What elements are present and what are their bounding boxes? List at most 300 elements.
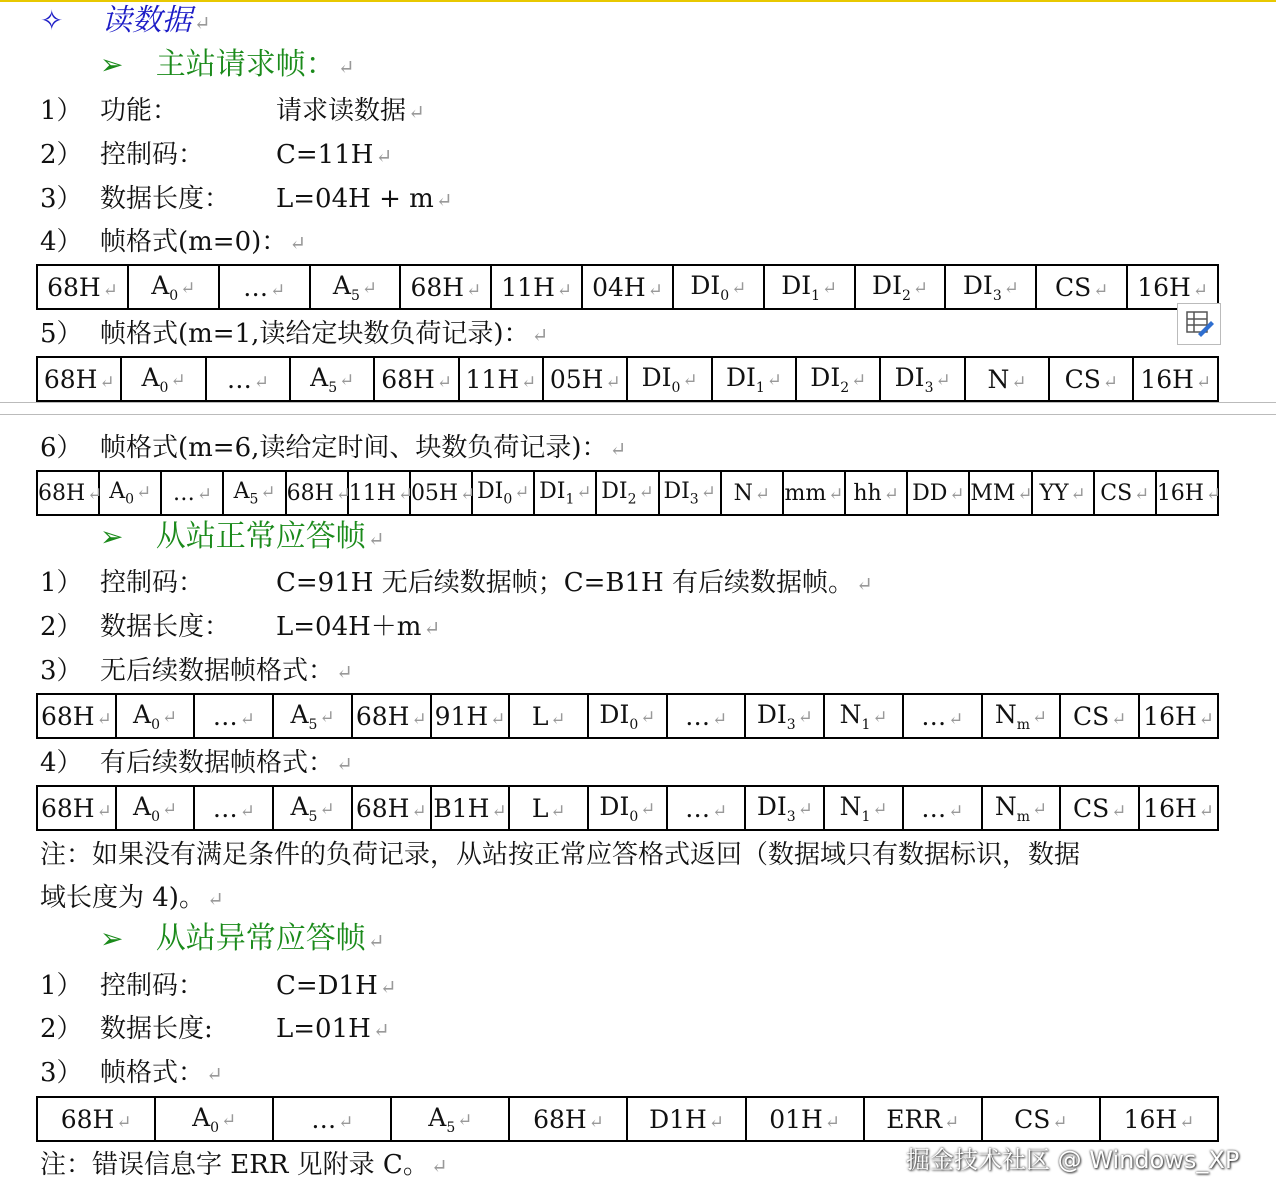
frame-cell-subscript: 5: [308, 808, 318, 825]
frame-cell-subscript: m: [1016, 808, 1031, 825]
item-label: 控制码：: [100, 568, 205, 598]
frame-cell-subscript: 0: [151, 716, 161, 733]
frame-cell-subscript: 0: [671, 379, 681, 396]
frame-cell-text: A: [192, 1102, 211, 1132]
frame-cell: [121, 357, 205, 401]
frame-cell-text: ERR: [886, 1104, 943, 1134]
return-mark-icon: ↵: [206, 1062, 223, 1086]
return-mark-icon: ↵: [1198, 800, 1214, 822]
return-mark-icon: ↵: [1179, 1111, 1195, 1133]
item-number: 2）: [40, 140, 83, 170]
arrow-bullet-icon: ➢: [100, 520, 124, 553]
frame-cell: [764, 265, 855, 309]
return-mark-icon: ↵: [872, 706, 888, 728]
frame-cell-subscript: 0: [169, 287, 179, 304]
frame-cell-text: 68H: [355, 793, 410, 823]
return-mark-icon: ↵: [491, 800, 507, 822]
item-label: 数据长度:: [100, 1014, 213, 1044]
frame-cell-subscript: 0: [720, 287, 730, 304]
return-mark-icon: ↵: [367, 527, 385, 551]
frame-cell-text: 16H: [1123, 1104, 1178, 1134]
frame-cell: [219, 265, 310, 309]
frame-cell-text: N: [733, 480, 753, 506]
frame-cell-text: 68H: [43, 364, 98, 394]
return-mark-icon: ↵: [883, 483, 899, 505]
frame-cell-text: …: [212, 793, 238, 823]
item-label: 控制码：: [100, 971, 205, 1001]
frame-cell: [1100, 1097, 1218, 1141]
item-number: 3）: [40, 184, 83, 214]
return-mark-icon: ↵: [319, 706, 335, 728]
frame-cell-subscript: 3: [992, 287, 1002, 304]
frame-cell: [745, 694, 824, 738]
frame-cell: [982, 786, 1061, 830]
frame-cell: [855, 265, 946, 309]
frame-cell: [128, 265, 219, 309]
return-mark-icon: ↵: [436, 371, 452, 393]
frame-cell-subscript: 3: [786, 808, 796, 825]
return-mark-icon: ↵: [1192, 279, 1208, 301]
item-number: 1）: [40, 568, 83, 598]
return-mark-icon: ↵: [638, 481, 654, 503]
item-value: C=D1H: [276, 971, 378, 1001]
frame-cell-text: 16H: [1137, 272, 1191, 302]
return-mark-icon: ↵: [609, 437, 627, 461]
frame-cell-text: N: [994, 791, 1017, 821]
frame-cell-text: N: [839, 699, 862, 729]
item-number: 4）: [40, 227, 83, 257]
return-mark-icon: ↵: [423, 616, 441, 640]
return-mark-icon: ↵: [102, 279, 118, 301]
return-mark-icon: ↵: [935, 369, 951, 391]
frame-cell: [374, 357, 458, 401]
frame-cell-text: A: [233, 478, 250, 504]
frame-cell-text: DI: [641, 362, 672, 392]
frame-cell: [509, 1097, 627, 1141]
frame-table-no-more: [36, 693, 1219, 739]
item-number: 3）: [40, 656, 83, 686]
return-mark-icon: ↵: [397, 483, 414, 505]
frame-cell: [431, 786, 510, 830]
frame-cell: [161, 471, 223, 515]
frame-cell-text: A: [151, 270, 170, 300]
frame-cell-text: 16H: [1143, 793, 1197, 823]
frame-cell-text: A: [310, 362, 329, 392]
return-mark-icon: ↵: [1011, 371, 1027, 393]
frame-cell: [543, 357, 627, 401]
frame-cell: [588, 786, 667, 830]
return-mark-icon: ↵: [521, 371, 537, 393]
frame-cell: [673, 265, 764, 309]
section-master: [100, 48, 355, 84]
top-border: [0, 0, 1276, 2]
return-mark-icon: ↵: [1070, 483, 1086, 505]
frame-cell: [907, 471, 969, 515]
frame-cell: [945, 265, 1036, 309]
return-mark-icon: ↵: [1206, 483, 1222, 505]
frame-cell-text: DI: [663, 478, 690, 504]
note-2: [40, 1148, 448, 1183]
frame-cell: [348, 471, 414, 515]
frame-cell: [431, 694, 510, 738]
frame-cell: [352, 786, 431, 830]
return-mark-icon: ↵: [253, 371, 269, 393]
return-mark-icon: ↵: [682, 369, 698, 391]
frame-cell: [273, 1097, 391, 1141]
return-mark-icon: ↵: [576, 481, 592, 503]
frame-table-m0: [36, 264, 1219, 310]
return-mark-icon: ↵: [460, 483, 476, 505]
return-mark-icon: ↵: [1052, 1111, 1068, 1133]
frame-cell-text: 68H: [533, 1104, 587, 1134]
frame-cell-subscript: 2: [901, 287, 911, 304]
frame-cell-text: 68H: [60, 1104, 115, 1134]
return-mark-icon: ↵: [1003, 277, 1019, 299]
return-mark-icon: ↵: [289, 231, 307, 255]
return-mark-icon: ↵: [180, 277, 196, 299]
frame-cell-text: DI: [756, 791, 787, 821]
section-title-master: 主站请求帧：: [155, 47, 336, 82]
frame-cell-text: CS: [1100, 480, 1133, 506]
section-normal: [100, 520, 385, 556]
frame-cell-text: DI: [810, 362, 841, 392]
frame-cell-text: 16H: [1140, 364, 1194, 394]
return-mark-icon: ↵: [550, 708, 566, 730]
frame-cell-text: 11H: [348, 480, 396, 506]
frame-cell-text: …: [172, 480, 195, 506]
return-mark-icon: ↵: [948, 708, 964, 730]
return-mark-icon: ↵: [375, 144, 393, 168]
frame-cell: [391, 1097, 509, 1141]
return-mark-icon: ↵: [640, 706, 656, 728]
frame-table-error: [36, 1096, 1219, 1142]
frame-cell: [273, 786, 352, 830]
frame-cell-text: DI: [690, 270, 721, 300]
frame-cell: [721, 471, 783, 515]
frame-cell: [37, 694, 116, 738]
frame-cell: [400, 265, 491, 309]
frame-cell-subscript: 0: [151, 808, 161, 825]
frame-cell-text: CS: [1014, 1104, 1051, 1134]
frame-cell: [1032, 471, 1094, 515]
return-mark-icon: ↵: [206, 887, 224, 911]
return-mark-icon: ↵: [457, 1109, 473, 1131]
return-mark-icon: ↵: [640, 798, 656, 820]
frame-cell-text: CS: [1055, 272, 1092, 302]
frame-cell-text: B1H: [433, 793, 490, 823]
frame-cell-text: DI: [781, 270, 812, 300]
return-mark-icon: ↵: [239, 708, 255, 730]
return-mark-icon: ↵: [1017, 483, 1033, 505]
frame-cell-text: 16H: [1143, 701, 1197, 731]
return-mark-icon: ↵: [338, 1111, 354, 1133]
item-label: 帧格式(m=0)：: [100, 227, 288, 257]
frame-cell: [534, 471, 596, 515]
frame-cell-subscript: m: [1016, 716, 1031, 733]
frame-cell-subscript: 3: [786, 716, 796, 733]
return-mark-icon: ↵: [239, 800, 255, 822]
frame-cell: [627, 1097, 745, 1141]
return-mark-icon: ↵: [712, 708, 728, 730]
frame-cell-subscript: 5: [308, 716, 318, 733]
return-mark-icon: ↵: [944, 1111, 960, 1133]
table-layout-options-icon[interactable]: [1177, 303, 1221, 345]
return-mark-icon: ↵: [162, 706, 178, 728]
frame-cell-text: L: [531, 793, 549, 823]
return-mark-icon: ↵: [712, 800, 728, 822]
frame-cell-text: 01H: [769, 1104, 823, 1134]
item-label: 帧格式：: [100, 1058, 205, 1088]
frame-cell: [588, 694, 667, 738]
frame-cell-subscript: 0: [210, 1119, 220, 1136]
frame-cell: [824, 786, 903, 830]
frame-cell-text: 11H: [465, 364, 520, 394]
frame-cell: [1156, 471, 1222, 515]
frame-cell: [37, 471, 103, 515]
frame-cell: [969, 471, 1031, 515]
frame-cell-text: CS: [1073, 701, 1110, 731]
frame-cell-subscript: 0: [629, 808, 639, 825]
frame-cell: [1060, 786, 1139, 830]
return-mark-icon: ↵: [1111, 708, 1127, 730]
item-number: 6）: [40, 433, 83, 463]
return-mark-icon: ↵: [319, 798, 335, 820]
return-mark-icon: ↵: [700, 481, 716, 503]
frame-cell: [223, 471, 285, 515]
note-1-line-1: 注：如果没有满足条件的负荷记录，从站按正常应答格式返回（数据域只有数据标识，数据: [40, 840, 1081, 870]
frame-cell-subscript: 5: [328, 379, 338, 396]
frame-cell: [352, 694, 431, 738]
frame-cell: [37, 1097, 155, 1141]
return-mark-icon: ↵: [912, 277, 928, 299]
item-label: 帧格式(m=1,读给定块数负荷记录)：: [100, 319, 530, 349]
frame-cell-text: 05H: [410, 480, 459, 506]
frame-cell-text: hh: [853, 480, 882, 506]
frame-cell-text: 16H: [1156, 480, 1204, 506]
frame-table-with-more: [36, 785, 1219, 831]
return-mark-icon: ↵: [754, 483, 770, 505]
return-mark-icon: ↵: [1032, 798, 1048, 820]
frame-cell-text: 11H: [501, 272, 555, 302]
frame-cell-text: 68H: [38, 480, 86, 506]
item-number: 1）: [40, 971, 83, 1001]
return-mark-icon: ↵: [531, 323, 549, 347]
note-text: 注：错误信息字 ERR 见附录 C。: [40, 1150, 429, 1180]
page-break-divider: [0, 402, 1276, 403]
frame-cell-text: N: [994, 699, 1017, 729]
return-mark-icon: ↵: [766, 369, 782, 391]
frame-cell: [880, 357, 964, 401]
frame-cell-subscript: 3: [689, 491, 699, 508]
frame-cell-text: 68H: [47, 272, 101, 302]
item-number: 1）: [40, 96, 83, 126]
frame-cell-subscript: 1: [755, 379, 765, 396]
frame-cell-subscript: 0: [125, 491, 135, 508]
return-mark-icon: ↵: [731, 277, 747, 299]
frame-cell-text: 68H: [355, 701, 410, 731]
frame-cell: [1133, 357, 1218, 401]
frame-cell: [746, 1097, 864, 1141]
frame-cell-text: 68H: [41, 701, 95, 731]
return-mark-icon: ↵: [1102, 371, 1118, 393]
arrow-bullet-icon: ➢: [100, 48, 124, 81]
frame-cell: [37, 357, 121, 401]
return-mark-icon: ↵: [430, 1154, 448, 1178]
return-mark-icon: ↵: [335, 483, 351, 505]
return-mark-icon: ↵: [1134, 483, 1150, 505]
return-mark-icon: ↵: [339, 369, 355, 391]
return-mark-icon: ↵: [408, 100, 425, 124]
return-mark-icon: ↵: [193, 11, 211, 35]
frame-cell-text: DI: [756, 699, 787, 729]
frame-cell-text: …: [243, 272, 269, 302]
frame-cell: [1094, 471, 1156, 515]
return-mark-icon: ↵: [1093, 279, 1109, 301]
frame-cell: [596, 471, 658, 515]
section-title-abnormal: 从站异常应答帧: [155, 921, 366, 956]
frame-cell-text: 68H: [286, 480, 334, 506]
frame-cell: [194, 694, 273, 738]
item-label: 有后续数据帧格式：: [100, 748, 335, 778]
frame-cell: [965, 357, 1049, 401]
frame-cell: [582, 265, 673, 309]
return-mark-icon: ↵: [361, 277, 377, 299]
frame-cell: [824, 694, 903, 738]
frame-cell-text: DI: [725, 362, 756, 392]
return-mark-icon: ↵: [96, 708, 112, 730]
return-mark-icon: ↵: [824, 1111, 840, 1133]
return-mark-icon: ↵: [435, 188, 453, 212]
frame-cell: [903, 786, 982, 830]
heading-line: [40, 4, 211, 40]
frame-cell-text: 04H: [592, 272, 646, 302]
frame-cell-text: D1H: [649, 1104, 707, 1134]
frame-cell: [194, 786, 273, 830]
frame-cell: [667, 694, 746, 738]
frame-cell-text: A: [133, 791, 152, 821]
item-label: 无后续数据帧格式：: [100, 656, 335, 686]
frame-cell: [99, 471, 161, 515]
watermark: 掘金技术社区 @ Windows_XP: [906, 1146, 1240, 1174]
frame-cell-text: …: [921, 701, 947, 731]
note-text: 域长度为 4)。: [40, 883, 205, 913]
frame-cell: [509, 694, 588, 738]
frame-cell: [982, 1097, 1100, 1141]
frame-cell-text: N: [987, 364, 1010, 394]
item-number: 3）: [40, 1058, 83, 1088]
return-mark-icon: ↵: [588, 1111, 604, 1133]
return-mark-icon: ↵: [270, 279, 286, 301]
frame-cell-text: …: [311, 1104, 337, 1134]
frame-cell-text: YY: [1039, 480, 1069, 506]
frame-cell-subscript: 1: [565, 491, 575, 508]
item-label: 帧格式(m=6,读给定时间、块数负荷记录)：: [100, 433, 608, 463]
frame-cell-subscript: 2: [840, 379, 850, 396]
section-title-normal: 从站正常应答帧: [155, 519, 366, 554]
frame-cell-subscript: 1: [811, 287, 821, 304]
frame-cell: [982, 694, 1061, 738]
frame-cell: [1049, 357, 1133, 401]
frame-cell-text: 05H: [549, 364, 604, 394]
return-mark-icon: ↵: [379, 975, 397, 999]
frame-cell-subscript: 1: [861, 716, 871, 733]
frame-cell-subscript: 5: [249, 491, 259, 508]
frame-cell-text: CS: [1064, 364, 1101, 394]
frame-cell: [627, 357, 711, 401]
frame-cell-text: DI: [962, 270, 993, 300]
frame-cell-subscript: 0: [503, 491, 513, 508]
frame-cell-text: 68H: [41, 793, 95, 823]
frame-cell-text: …: [212, 701, 238, 731]
return-mark-icon: ↵: [1198, 708, 1214, 730]
star-bullet-icon: ✧: [40, 4, 64, 37]
frame-cell: [155, 1097, 273, 1141]
return-mark-icon: ↵: [514, 481, 530, 503]
frame-cell-text: …: [685, 793, 711, 823]
frame-cell: [903, 694, 982, 738]
item-number: 2）: [40, 1014, 83, 1044]
frame-cell-text: 91H: [434, 701, 489, 731]
return-mark-icon: ↵: [855, 572, 873, 596]
return-mark-icon: ↵: [411, 708, 427, 730]
return-mark-icon: ↵: [336, 660, 353, 684]
item-number: 4）: [40, 748, 83, 778]
frame-cell-text: 68H: [381, 364, 435, 394]
return-mark-icon: ↵: [828, 483, 844, 505]
return-mark-icon: ↵: [647, 279, 663, 301]
frame-table-m6: [36, 470, 1222, 516]
arrow-bullet-icon: ➢: [100, 922, 124, 955]
frame-cell: [410, 471, 476, 515]
frame-cell: [459, 357, 543, 401]
frame-cell-text: A: [141, 362, 160, 392]
frame-cell-subscript: 2: [627, 491, 637, 508]
frame-cell: [509, 786, 588, 830]
frame-cell-text: CS: [1073, 793, 1110, 823]
frame-cell-text: 68H: [410, 272, 465, 302]
frame-cell: [845, 471, 907, 515]
note-1-line-2: [40, 881, 224, 916]
item-label: 数据长度：: [100, 612, 231, 642]
return-mark-icon: ↵: [96, 800, 112, 822]
return-mark-icon: ↵: [797, 706, 813, 728]
frame-cell-text: A: [290, 699, 309, 729]
frame-cell: [116, 694, 195, 738]
frame-cell-text: A: [428, 1102, 447, 1132]
item-label: 数据长度：: [100, 184, 231, 214]
frame-cell: [116, 786, 195, 830]
item-number: 2）: [40, 612, 83, 642]
item-label: 控制码：: [100, 140, 205, 170]
frame-cell: [491, 265, 582, 309]
return-mark-icon: ↵: [605, 371, 621, 393]
frame-cell: [37, 786, 116, 830]
return-mark-icon: ↵: [116, 1111, 132, 1133]
return-mark-icon: ↵: [337, 55, 355, 79]
frame-cell-text: A: [290, 791, 309, 821]
frame-cell: [273, 694, 352, 738]
frame-cell-text: L: [531, 701, 549, 731]
return-mark-icon: ↵: [708, 1111, 724, 1133]
frame-cell-subscript: 0: [159, 379, 169, 396]
frame-cell-text: mm: [784, 480, 827, 506]
frame-cell-text: …: [226, 364, 252, 394]
return-mark-icon: ↵: [411, 800, 427, 822]
return-mark-icon: ↵: [136, 481, 152, 503]
return-mark-icon: ↵: [336, 752, 353, 776]
frame-cell: [472, 471, 534, 515]
frame-cell-text: DI: [601, 478, 628, 504]
